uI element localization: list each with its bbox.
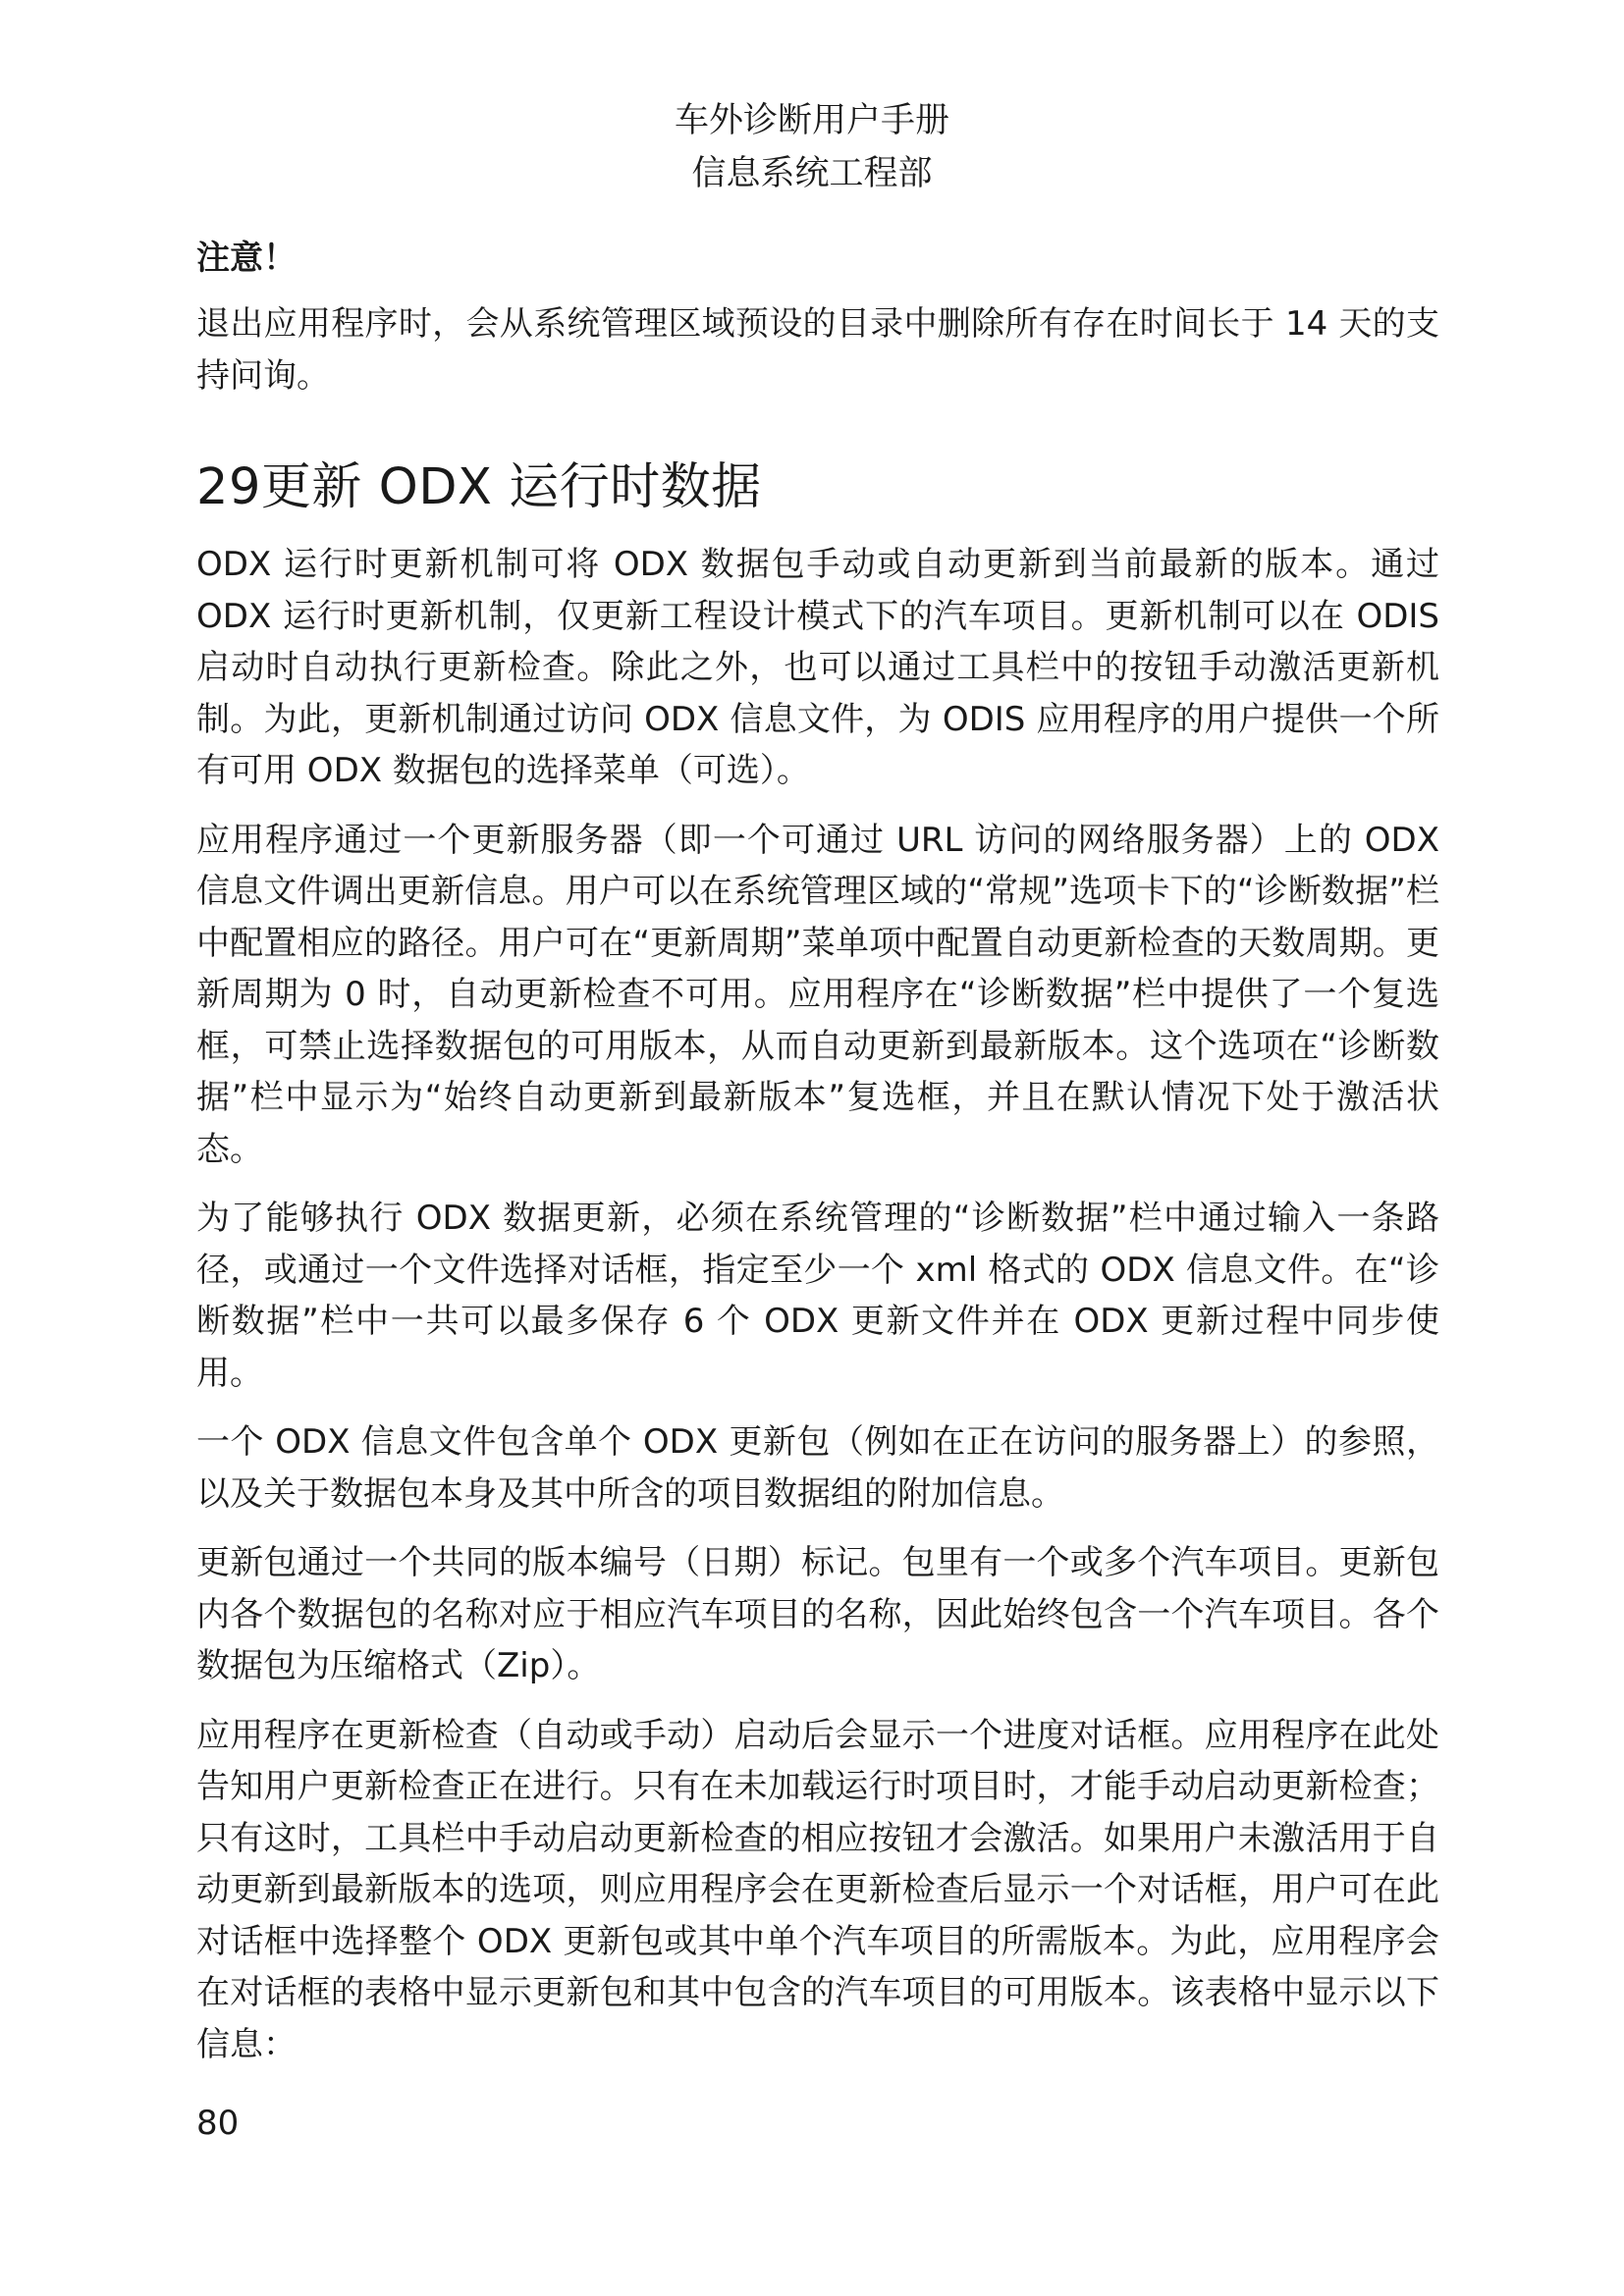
body-paragraph: ODX 运行时更新机制可将 ODX 数据包手动或自动更新到当前最新的版本。通过 ODX 运行时更新机制，仅更新工程设计模式下的汽车项目。更新机制可以在 ODIS 启动时自动执行更新检查。除此之外，也可以通过工具栏中的按钮手动激活更新机制。为此，更新机制通过访问 ODX 信息文件，为 ODIS 应用程序的用户提供一个所有可用 ODX 数据包的选择菜单（可选）。 [196, 545, 1439, 790]
body-paragraph: 为了能够执行 ODX 数据更新，必须在系统管理的“诊断数据”栏中通过输入一条路径，或通过一个文件选择对话框，指定至少一个 xml 格式的 ODX 信息文件。在“诊断数据”栏中一共可以最多保存 6 个 ODX 更新文件并在 ODX 更新过程中同步使用。 [196, 1199, 1439, 1393]
running-header [0, 94, 1624, 200]
header-manual-title: 车外诊断用户手册 [674, 101, 949, 140]
note-body: 退出应用程序时，会从系统管理区域预设的目录中删除所有存在时间长于 14 天的支持问询。 [196, 304, 1439, 396]
body-paragraph: 更新包通过一个共同的版本编号（日期）标记。包里有一个或多个汽车项目。更新包内各个数据包的名称对应于相应汽车项目的名称，因此始终包含一个汽车项目。各个数据包为压缩格式（Zip）。 [196, 1543, 1439, 1685]
header-department: 信息系统工程部 [691, 154, 933, 193]
body-paragraph: 应用程序通过一个更新服务器（即一个可通过 URL 访问的网络服务器）上的 ODX 信息文件调出更新信息。用户可以在系统管理区域的“常规”选项卡下的“诊断数据”栏中配置相应的路径。用户可在“更新周期”菜单项中配置自动更新检查的天数周期。更新周期为 0 时，自动更新检查不可用。应用程序在“诊断数据”栏中提供了一个复选框，可禁止选择数据包的可用版本，从而自动更新到最新版本。这个选项在“诊断数据”栏中显示为“始终自动更新到最新版本”复选框，并且在默认情况下处于激活状态。 [196, 820, 1439, 1169]
page-content [196, 234, 1439, 2088]
section-heading [196, 453, 1439, 523]
body-paragraph: 一个 ODX 信息文件包含单个 ODX 更新包（例如在正在访问的服务器上）的参照，以及关于数据包本身及其中所含的项目数据组的附加信息。 [196, 1422, 1439, 1514]
body-paragraph: 应用程序在更新检查（自动或手动）启动后会显示一个进度对话框。应用程序在此处告知用户更新检查正在进行。只有在未加载运行时项目时，才能手动启动更新检查；只有这时，工具栏中手动启动更新检查的相应按钮才会激活。如果用户未激活用于自动更新到最新版本的选项，则应用程序会在更新检查后显示一个对话框，用户可在此对话框中选择整个 ODX 更新包或其中单个汽车项目的所需版本。为此，应用程序会在对话框的表格中显示更新包和其中包含的汽车项目的可用版本。该表格中显示以下信息： [196, 1715, 1439, 2064]
note-title: 注意！ [196, 239, 297, 278]
section-title: 更新 ODX 运行时数据 [260, 458, 762, 516]
page-number: 80 [196, 2104, 240, 2143]
section-number: 29 [196, 458, 261, 516]
